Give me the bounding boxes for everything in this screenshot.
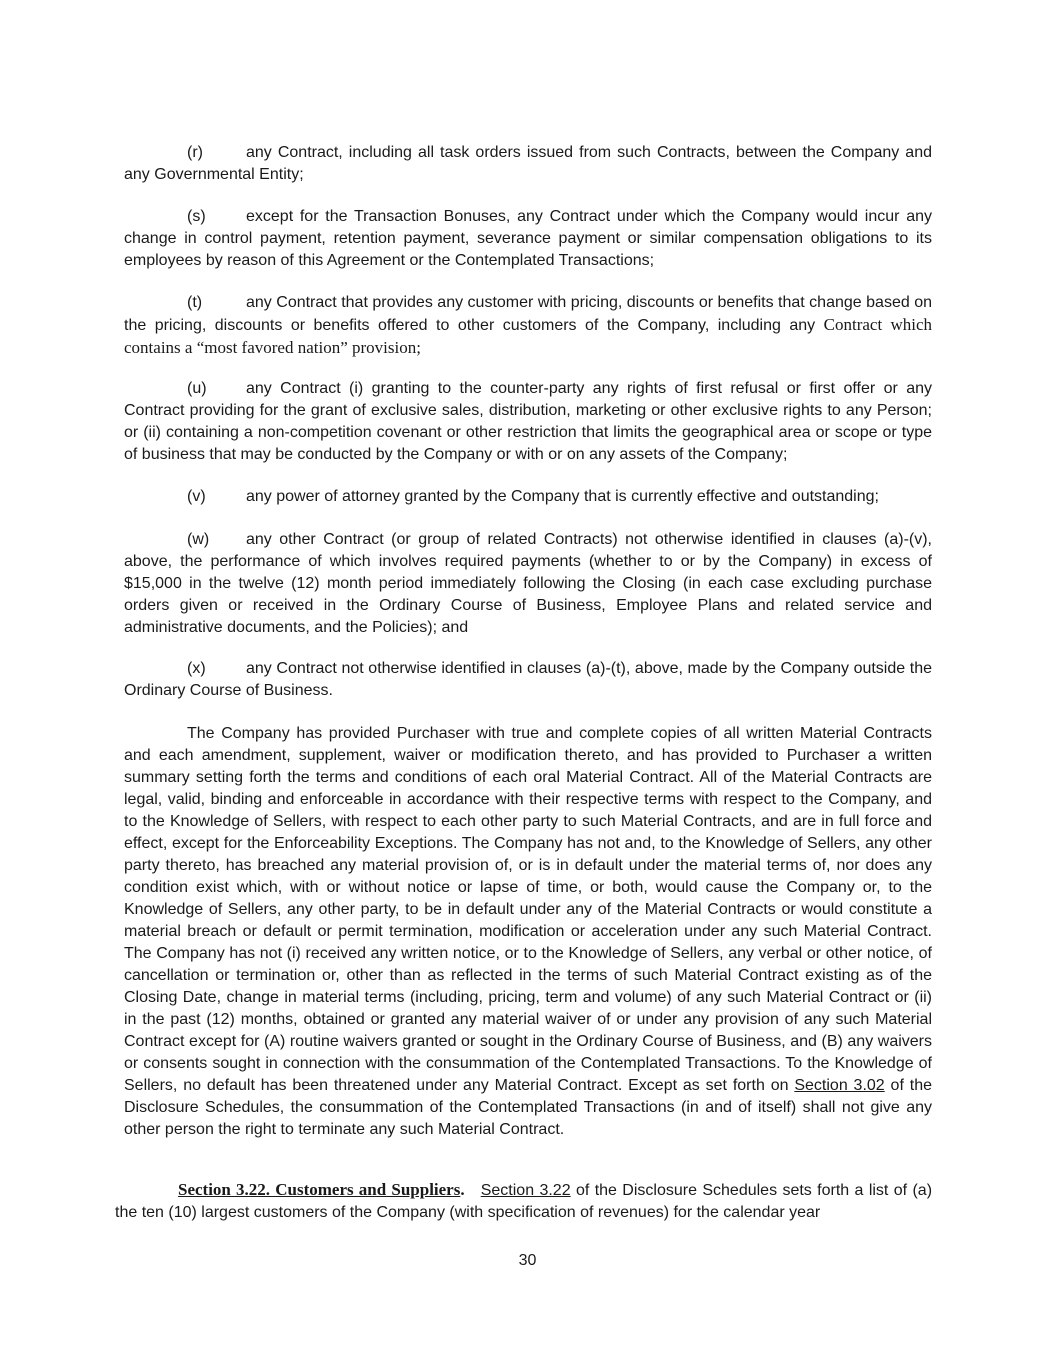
clause-text: any Contract not otherwise identified in clauses (a)-(t), above, made by the Company outside the Ordinary Course of Business.: [124, 660, 932, 699]
clause-x: [124, 658, 932, 702]
clause-u: [124, 378, 932, 466]
section-heading: Section 3.22. Customers and Suppliers: [178, 1180, 461, 1199]
clause-v: [124, 486, 932, 508]
clause-label: (v): [187, 488, 206, 505]
clause-label: (r): [187, 144, 203, 161]
clause-text: any Contract that provides any customer with pricing, discounts or benefits that change based on the pricing, discounts or benefits offered to other customers of the Company, including any: [124, 294, 932, 334]
clause-text: any Contract (i) granting to the counter-party any rights of first refusal or first offer or any Contract providing for the grant of exclusive sales, distribution, marketing or other exclusive rights to any Person; or (ii) containing a non-competition covenant or other restriction that limits the geographical area or scope or type of business that may be conducted by the Company or with or on any assets of the Company;: [124, 380, 932, 463]
clause-s: [124, 206, 932, 272]
clause-label: (t): [187, 294, 203, 311]
clause-text: any other Contract (or group of related Contracts) not otherwise identified in clauses (a)-(v), above, the performance of which involves required payments (whether to or by the Company) in excess of $15,000 in the twelve (12) month period immediately following the Closing (in each case excluding purchase orders given or received in the Ordinary Course of Business, Employee Plans and related service and administrative documents, and the Policies); and: [124, 531, 932, 636]
section-reference-link: Section 3.22: [480, 1182, 571, 1199]
clause-label: (u): [187, 380, 207, 397]
clause-text-tail: Contract which contains a “most favored nation” provision;: [124, 315, 932, 357]
clause-label: (s): [187, 208, 206, 225]
paragraph-text-end: of the Disclosure Schedules, the consummation of the Contemplated Transactions (in and of itself) shall not give any other person the right to terminate any such Material Contract.: [124, 1077, 932, 1138]
heading-period: .: [460, 1180, 465, 1199]
section-reference-link: Section 3.02: [794, 1077, 885, 1094]
clause-r: [124, 142, 932, 186]
paragraph-text: The Company has provided Purchaser with true and complete copies of all written Material Contracts and each amendment, supplement, waiver or modification thereto, and has provided to Purchaser a written summary setting forth the terms and conditions of each oral Material Contract. All of the Material Contracts are legal, valid, binding and enforceable in accordance with their respective terms with respect to the Company, and to the Knowledge of Sellers, with respect to each other party to such Material Contracts, and are in full force and effect, except for the Enforceability Exceptions. The Company has not and, to the Knowledge of Sellers, any other party thereto, has breached any material provision of, or is in default under the material terms of, nor does any condition exist which, with or without notice or lapse of time, or both, would cause the Company or, to the Knowledge of Sellers, any other party, to be in default under any of the Material Contracts or would constitute a material breach or default or permit termination, modification or acceleration under any such Material Contract. The Company has not (i) received any written notice, or to the Knowledge of Sellers, any verbal or other notice, of cancellation or termination or, other than as reflected in the terms of such Material Contract existing as of the Closing Date, change in material terms (including, pricing, term and volume) of any such Material Contract or (ii) in the past (12) months, obtained or granted any material waiver of or under any provision of any such Material Contract except for (A) routine waivers granted or sought in the Ordinary Course of Business, and (B) any waivers or consents sought in connection with the consummation of the Contemplated Transactions. To the Knowledge of Sellers, no default has been threatened under any Material Contract. Except as set forth on: [124, 725, 932, 1094]
material-contracts-paragraph: [124, 723, 932, 1141]
clause-w: [124, 529, 932, 639]
clause-label: (x): [187, 660, 206, 677]
clause-text: except for the Transaction Bonuses, any Contract under which the Company would incur any change in control payment, retention payment, severance payment or similar compensation obligations to its employees by reason of this Agreement or the Contemplated Transactions;: [124, 208, 932, 269]
clause-label: (w): [187, 531, 210, 548]
page-number: 30: [518, 1252, 537, 1269]
clause-t: [124, 292, 932, 360]
clause-text: any Contract, including all task orders issued from such Contracts, between the Company and any Governmental Entity;: [124, 144, 932, 183]
section-3-22-paragraph: [115, 1179, 932, 1224]
clause-text: any power of attorney granted by the Company that is currently effective and outstanding;: [246, 488, 879, 505]
paragraph-text: of the Disclosure Schedules sets forth a list of (a) the ten (10) largest customers of the Company (with specification of revenues) for the calendar year: [115, 1182, 933, 1221]
